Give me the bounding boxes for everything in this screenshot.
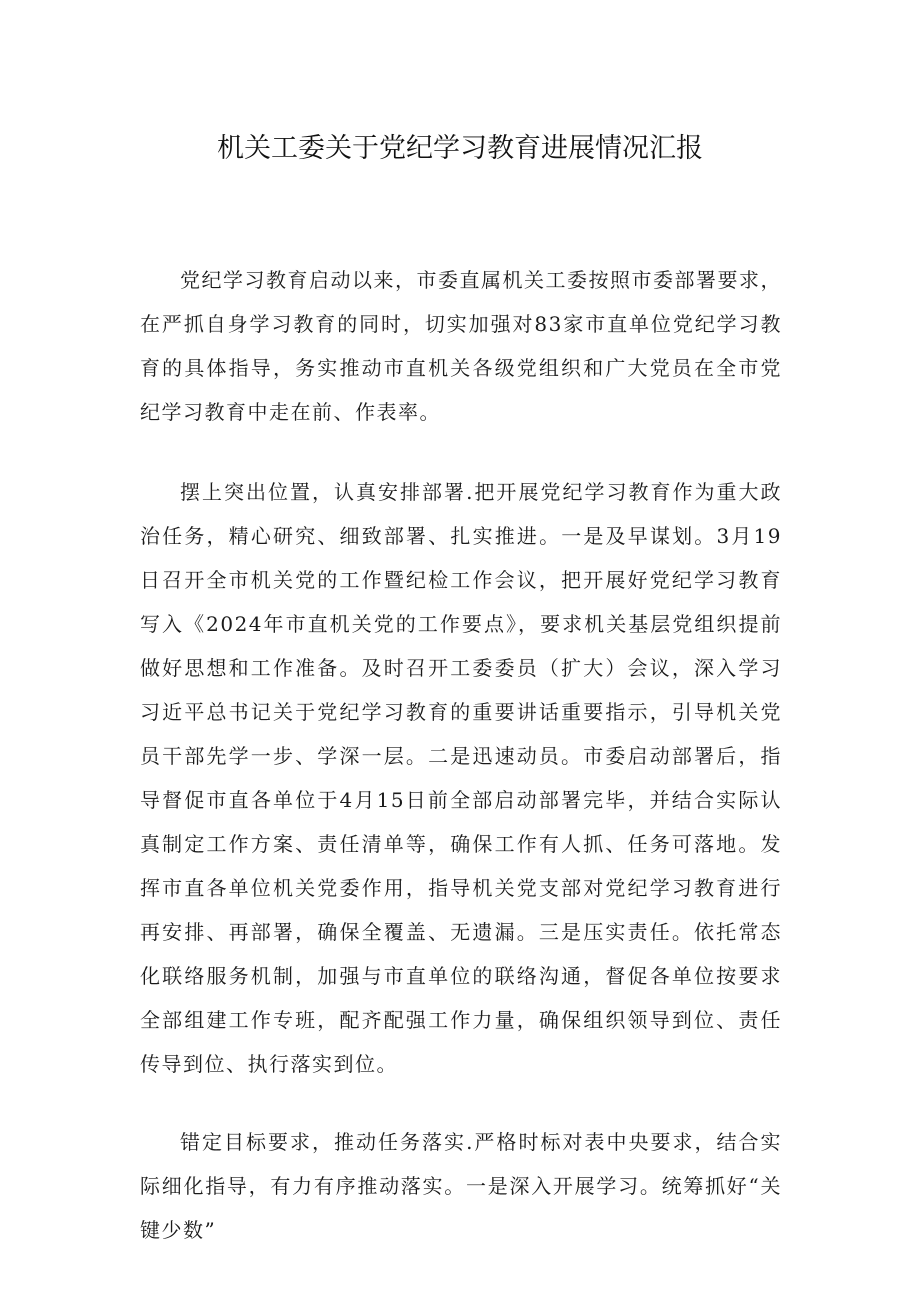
paragraph-targets: 错定目标要求，推动任务落实.严格时标对表中央要求，结合实际细化指导，有力有序推动落实。一是深入开展学习。统筹抓好“关键少数” [140,1130,782,1242]
paragraph-deployment: 摆上突出位置，认真安排部署.把开展党纪学习教育作为重大政治任务，精心研究、细致部署、扎实推进。一是及早谋划。3月19日召开全市机关党的工作暨纪检工作会议，把开展好党纪学习教育写入《2024年市直机关党的工作要点》，要求机关基层党组织提前做好思想和工作准备。及时召开工委委员（扩大）会议，深入学习习近平总书记关于党纪学习教育的重要讲话重要指示，引导机关党员干部先学一步、学深一层。二是迅速动员。市委启动部署后，指导督促市直各单位于4月15日前全部启动部署完毕，并结合实际认真制定工作方案、责任清单等，确保工作有人抓、任务可落地。发挥市直各单位机关党委作用，指导机关党支部对党纪学习教育进行再安排、再部署，确保全覆盖、无遗漏。三是压实责任。依托常态化联络服务机制，加强与市直单位的联络沟通，督促各单位按要求全部组建工作专班，配齐配强工作力量，确保组织领导到位、责任传导到位、执行落实到位。 [140,480,782,1076]
paragraph-intro: 党纪学习教育启动以来，市委直属机关工委按照市委部署要求，在严抓自身学习教育的同时，切实加强对83家市直单位党纪学习教育的具体指导，务实推动市直机关各级党组织和广大党员在全市党纪学习教育中走在前、作表率。 [140,268,782,424]
document-title: 机关工委关于党纪学习教育进展情况汇报 [217,133,703,164]
